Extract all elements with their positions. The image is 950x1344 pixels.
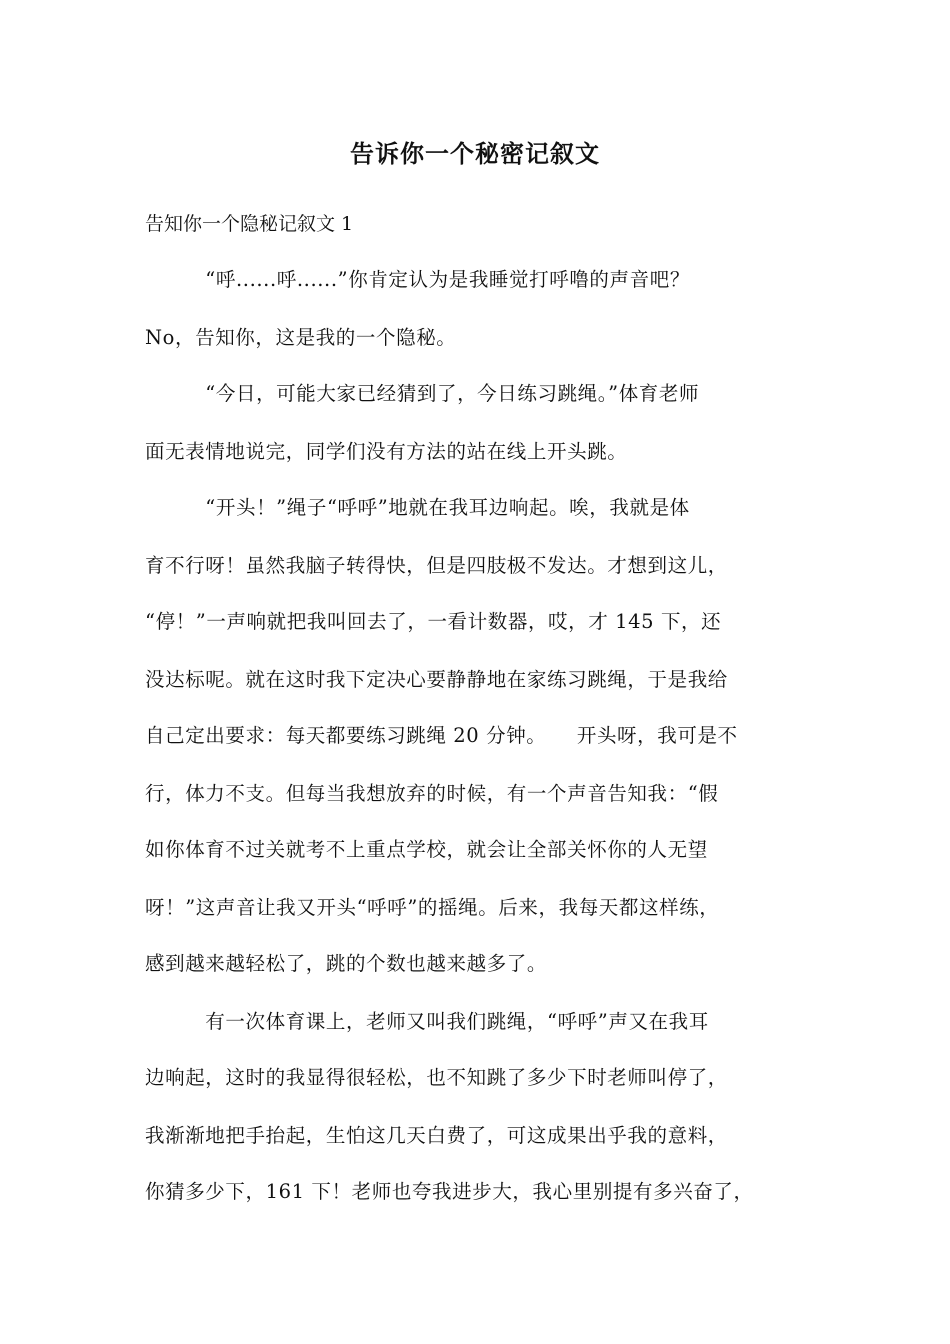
- document-subtitle: 告知你一个隐秘记叙文 1: [145, 213, 354, 235]
- body-line: 自己定出要求：每天都要练习跳绳 20 分钟。 开头呀，我可是不: [145, 724, 738, 747]
- body-line: 呀！”这声音让我又开头“呼呼”的摇绳。后来，我每天都这样练，: [145, 896, 720, 919]
- body-line: 没达标呢。就在这时我下定决心要静静地在家练习跳绳，于是我给: [145, 668, 728, 691]
- body-line: 面无表情地说完，同学们没有方法的站在线上开头跳。: [145, 440, 628, 463]
- body-line: “开头！”绳子“呼呼”地就在我耳边响起。唉，我就是体: [145, 496, 690, 519]
- document-title: 告诉你一个秘密记叙文: [350, 140, 600, 168]
- body-line: 我渐渐地把手抬起，生怕这几天白费了，可这成果出乎我的意料，: [145, 1124, 728, 1147]
- body-line: 如你体育不过关就考不上重点学校，就会让全部关怀你的人无望: [145, 838, 708, 861]
- body-line: No，告知你，这是我的一个隐秘。: [145, 326, 457, 349]
- body-line: “今日，可能大家已经猜到了，今日练习跳绳。”体育老师: [145, 382, 700, 405]
- body-line: “呼......呼......”你肯定认为是我睡觉打呼噜的声音吧？: [145, 268, 690, 291]
- body-line: 有一次体育课上，老师又叫我们跳绳，“呼呼”声又在我耳: [145, 1010, 709, 1033]
- body-line: 行，体力不支。但每当我想放弃的时候，有一个声音告知我：“假: [145, 782, 719, 805]
- body-line: 你猜多少下，161 下！老师也夸我进步大，我心里别提有多兴奋了，: [145, 1180, 754, 1203]
- body-line: 感到越来越轻松了，跳的个数也越来越多了。: [145, 952, 548, 975]
- body-line: “停！”一声响就把我叫回去了，一看计数器，哎，才 145 下，还: [145, 610, 722, 633]
- body-line: 育不行呀！虽然我脑子转得快，但是四肢极不发达。才想到这儿，: [145, 554, 728, 577]
- body-line: 边响起，这时的我显得很轻松，也不知跳了多少下时老师叫停了，: [145, 1066, 728, 1089]
